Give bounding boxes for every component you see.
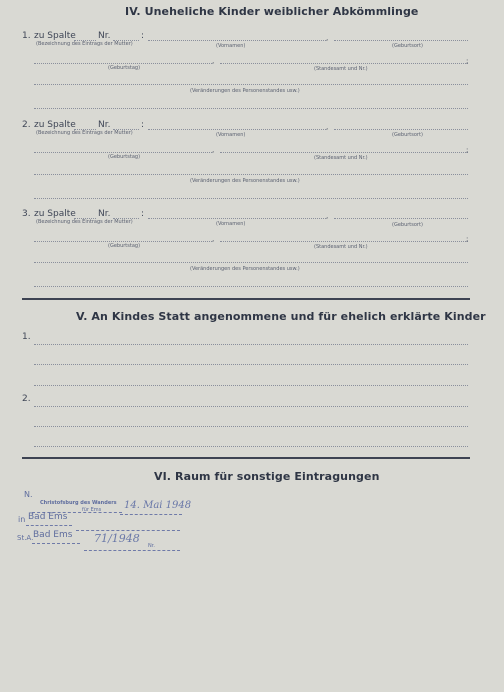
nr-label: Nr. [98,120,111,130]
entry-number: 3. [22,209,31,219]
vornamen-label: (Vornamen) [216,221,246,227]
standesamt-label: (Standesamt und Nr.) [314,244,368,250]
stamp-nr-label: Nr. [148,543,155,549]
semicolon: ; [466,146,469,154]
bezeichnung-label: (Bezeichnung des Eintrags der Mutter) [36,130,133,136]
geburtsort-label: (Geburtsort) [392,222,423,228]
comma: , [212,235,215,243]
nr-label: Nr. [98,209,111,219]
veraenderungen-label: (Veränderungen des Personenstandes usw.) [190,266,300,272]
comma: , [326,212,329,220]
stamp-prefix-n: N. [24,490,33,499]
comma: , [212,57,215,65]
veraenderungen-label: (Veränderungen des Personenstandes usw.) [190,88,300,94]
section-vi-title: VI. Raum für sonstige Eintragungen [154,470,380,483]
section-v-title: V. An Kindes Statt angenommene und für ehelich erklärte Kinder [76,310,486,323]
section-divider [22,298,470,300]
zu-spalte-label: zu Spalte [34,31,76,41]
colon: : [141,120,145,130]
comma: , [326,34,329,42]
veraenderungen-label: (Veränderungen des Personenstandes usw.) [190,178,300,184]
geburtstag-label: (Geburtstag) [108,65,141,71]
geburtstag-label: (Geburtstag) [108,243,141,249]
stamp-date-handwritten: 14. Mai 1948 [124,500,192,511]
geburtstag-label: (Geburtstag) [108,154,141,160]
stamp-prefix-in: in [18,515,26,524]
colon: : [141,209,145,219]
entry-number: 2. [22,120,31,130]
semicolon: ; [466,235,469,243]
section-iv-title: IV. Uneheliche Kinder weiblicher Abkömmlinge [125,5,419,18]
stamp-office-sub: für Ems [82,507,102,513]
stamp-sta-place: Bad Ems [33,530,73,540]
section-divider [22,457,470,459]
geburtsort-label: (Geburtsort) [392,43,423,49]
item-number: 1. [22,332,31,342]
vornamen-label: (Vornamen) [216,43,246,49]
comma: , [326,123,329,131]
standesamt-label: (Standesamt und Nr.) [314,66,368,72]
zu-spalte-label: zu Spalte [34,209,76,219]
stamp-office-text: Christofsburg des Wanders [40,500,117,506]
stamp-place: Bad Ems [28,512,68,522]
bezeichnung-label: (Bezeichnung des Eintrags der Mutter) [36,41,133,47]
stamp-prefix-sta: St.A. [17,534,34,542]
geburtsort-label: (Geburtsort) [392,132,423,138]
comma: , [212,146,215,154]
item-number: 2. [22,394,31,404]
stamp-number-handwritten: 71/1948 [94,532,140,545]
semicolon: ; [466,57,469,65]
zu-spalte-label: zu Spalte [34,120,76,130]
entry-number: 1. [22,31,31,41]
bezeichnung-label: (Bezeichnung des Eintrags der Mutter) [36,219,133,225]
standesamt-label: (Standesamt und Nr.) [314,155,368,161]
vornamen-label: (Vornamen) [216,132,246,138]
nr-label: Nr. [98,31,111,41]
colon: : [141,31,145,41]
